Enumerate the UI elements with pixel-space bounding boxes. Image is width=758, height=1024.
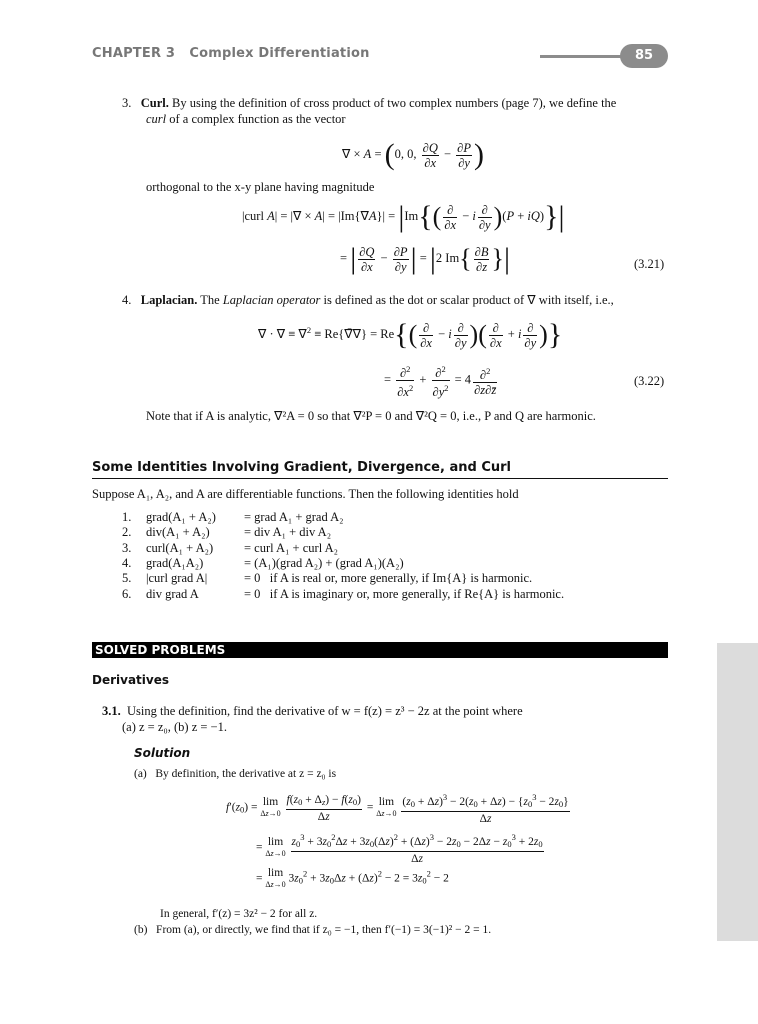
identities-intro: Suppose A₁, A₂, and A are differentiable functions. Then the following identities hold: [92, 487, 519, 501]
identity-number: 2.: [122, 525, 132, 540]
section-rule: [92, 478, 668, 479]
laplacian-note: Note that if A is analytic, ∇²A = 0 so that ∇²P = 0 and ∇²Q = 0, i.e., P and Q are harmonic.: [146, 409, 596, 423]
identity-row: [122, 541, 338, 556]
item-3-line2: curl of a complex function as the vector: [146, 112, 346, 126]
laplacian-equation: ∇ · ∇ ≡ ∇$^2$ ≡ Re{∇̄∇} = Re{( $\frac{\partial}{\partial x}$ − i $\frac{\partial}{\partial y}$ )( $\frac{\partial}{\partial x}$ + i $\frac{\partial}{\partial y}$ )}: [258, 318, 563, 351]
derivative-equation-3: = lim Δz→0 $3z_0^2 + 3z_0\Delta z + (\Delta z)^2 - 2 = 3z_0^2 - 2$: [256, 867, 449, 889]
eq-number-3-22: (3.22): [634, 374, 665, 388]
identity-rhs: = 0 if A is imaginary or, more generally, if Re{A} is harmonic.: [244, 586, 565, 601]
identity-row: [122, 556, 404, 571]
curl-vector-equation: ∇ × A = (0, 0, $\frac{\partial Q}{\partial x}$ − $\frac{\partial P}{\partial y}$ ): [342, 138, 484, 171]
item-3-after: orthogonal to the x-y plane having magnitude: [146, 180, 375, 194]
identity-lhs: grad(A₁ + A₂): [146, 510, 216, 524]
running-header: [92, 46, 370, 61]
problem-3-1-line1: 3.1. Using the definition, find the derivative of w = f(z) = z³ − 2z at the point where: [102, 704, 523, 718]
identity-rhs: = curl A₁ + curl A₂: [244, 540, 338, 555]
page-number: 85: [620, 44, 668, 68]
identity-number: 3.: [122, 540, 132, 555]
derivative-equation-2: = lim Δz→0 $\frac{z_0^3 + 3z_0^2\Delta z + 3z_0(\Delta z)^2 + (\Delta z)^3 - 2z_0 - 2\Delta z - z_0^3 + 2z_0}{\Delta z}$: [256, 832, 543, 865]
identity-rhs: = grad A₁ + grad A₂: [244, 510, 344, 524]
identity-number: 4.: [122, 555, 132, 570]
identity-rhs: = div A₁ + div A₂: [244, 525, 332, 540]
problem-3-1-line2: (a) z = z₀, (b) z = −1.: [122, 720, 227, 734]
identity-number: 5.: [122, 571, 132, 586]
identity-row: [122, 571, 532, 586]
curl-magnitude-equation-2: = | $\frac{\partial Q}{\partial x}$ − $\frac{\partial P}{\partial y}$ | = |2 Im{ $\frac{\partial B}{\partial z}$ }|: [340, 242, 510, 275]
identity-number: 1.: [122, 510, 132, 524]
solved-problems-banner: SOLVED PROBLEMS: [92, 642, 668, 658]
identity-rhs: = 0 if A is real or, more generally, if Im{A} is harmonic.: [244, 571, 533, 586]
identity-row: [122, 587, 564, 602]
subsection-derivatives: Derivatives: [92, 673, 170, 687]
curl-magnitude-equation: |curl A| = |∇ × A| = |Im{∇A}| = |Im{( $\frac{\partial}{\partial x}$ − i $\frac{\partial}{\partial y}$ )(P + iQ)}|: [242, 200, 565, 233]
problem-number: 3.1.: [102, 704, 121, 718]
identity-number: 6.: [122, 586, 132, 601]
section-title-identities: Some Identities Involving Gradient, Divergence, and Curl: [92, 460, 511, 475]
derivative-equation-1: $f'(z_0)$ = lim Δz→0 $\frac{f(z_0 + \Delta_z) - f(z_0)}{\Delta z}$ = lim Δz→0 $\frac{(z_0 + \Delta z)^3 - 2(z_0 + \Delta z) - \{z_0^3 - 2z_0\}}{\Delta z}$: [226, 792, 569, 825]
identity-row: [122, 525, 331, 540]
thumb-tab: [717, 643, 758, 941]
eq-number-3-21: (3.21): [634, 257, 665, 271]
identity-lhs: div(A₁ + A₂): [146, 525, 210, 540]
general-result: In general, f′(z) = 3z² − 2 for all z.: [160, 908, 318, 920]
identity-rhs: = (A₁)(grad A₂) + (grad A₁)(A₂): [244, 555, 404, 570]
header-rule: [540, 55, 630, 58]
chapter-label: CHAPTER 3: [92, 46, 176, 61]
identity-lhs: curl(A₁ + A₂): [146, 540, 214, 555]
identity-lhs: grad(A₁A₂): [146, 555, 204, 570]
item-3-head: Curl.: [140, 96, 169, 110]
solution-label: Solution: [134, 746, 191, 760]
identity-lhs: div grad A: [146, 586, 199, 601]
laplacian-equation-2: = $\frac{\partial^2}{\partial x^2}$ + $\frac{\partial^2}{\partial y^2}$ = 4 $\frac{\partial^2}{\partial z\partial z̄}$: [384, 364, 497, 399]
identity-lhs: |curl grad A|: [146, 571, 208, 586]
identity-row: [122, 510, 344, 525]
item-3-line1: 3. Curl. By using the definition of cross product of two complex numbers (page 7), we define the: [122, 96, 617, 110]
chapter-title: Complex Differentiation: [189, 46, 370, 61]
item-4-head: Laplacian.: [140, 293, 198, 307]
item-4-line1: 4. Laplacian. The Laplacian operator is defined as the dot or scalar product of ∇ with itself, i.e.,: [122, 293, 614, 307]
part-b: (b) From (a), or directly, we find that if z₀ = −1, then f′(−1) = 3(−1)² − 2 = 1.: [134, 924, 492, 936]
part-a-intro: (a) By definition, the derivative at z = z₀ is: [134, 768, 337, 780]
